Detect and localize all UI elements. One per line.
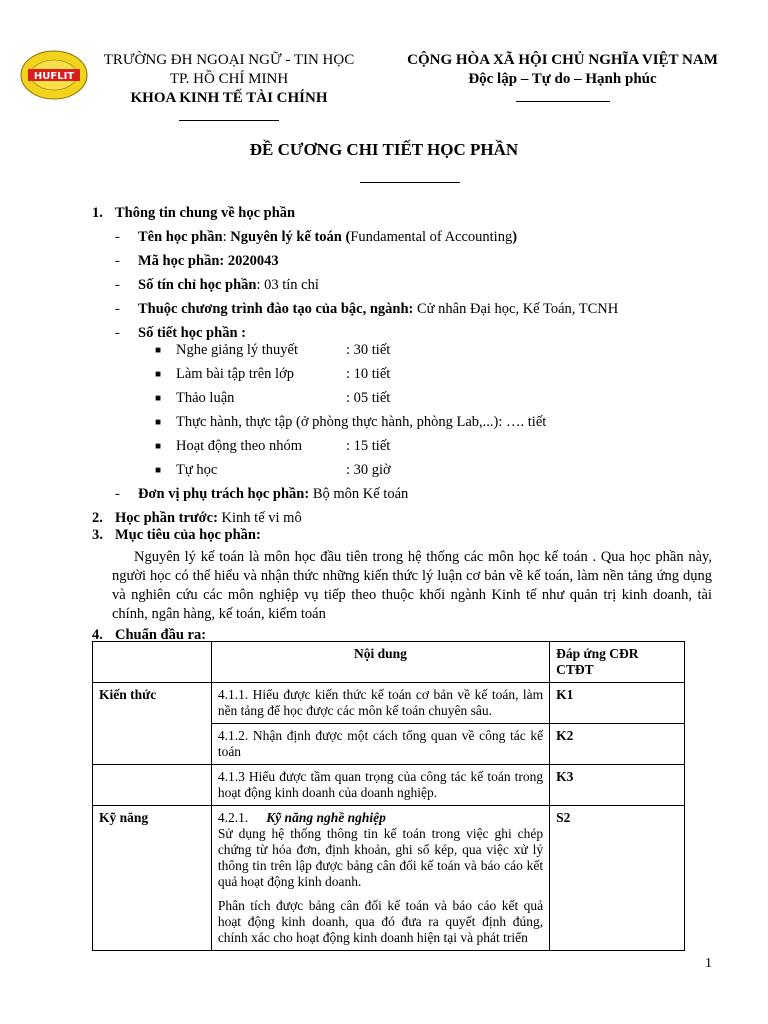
- periods-label: Số tiết học phần :: [138, 325, 246, 341]
- code-cell: S2: [550, 806, 685, 951]
- square-bullet: ■: [155, 441, 162, 452]
- outcomes-label: Chuẩn đầu ra:: [115, 627, 207, 643]
- bullet-dash: -: [115, 486, 120, 502]
- title-underline: [360, 182, 460, 183]
- header-right: [390, 51, 735, 108]
- republic-name: CỘNG HÒA XÃ HỘI CHỦ NGHĨA VIỆT NAM: [407, 52, 718, 68]
- objectives-label: Mục tiêu của học phần:: [115, 527, 261, 543]
- header-cell-empty: [93, 642, 212, 683]
- skill-paragraph-2: Phân tích được bảng cân đối kế toán và báo cáo kết quả hoạt động kinh doanh, qua đó đưa ra quyết định đúng, chính xác cho hoạt động kinh doanh hiện tại và phát triển: [217, 898, 544, 945]
- objectives-text: Nguyên lý kế toán là môn học đầu tiên trong hệ thống các môn học kế toán . Qua học phần này, người học có thể hiểu và nhận thức những kiến thức lý luận cơ bản về kế toán, làm nền tảng ứng dụng và nghiên cứu các môn nghiệp vụ tiếp theo thuộc khối ngành Kinh tế như quản trị kinh doanh, tài chính, ngân hàng, kế toán, kiểm toán: [112, 549, 712, 622]
- code-cell: K2: [550, 724, 685, 765]
- header-left: [88, 51, 370, 127]
- course-code: Mã học phần: 2020043: [138, 253, 279, 269]
- code-cell: K3: [550, 765, 685, 806]
- period-value: : 05 tiết: [346, 390, 391, 406]
- group-cell-knowledge: Kiến thức: [93, 683, 212, 765]
- university-name: TRƯỜNG ĐH NGOẠI NGỮ - TIN HỌC: [103, 52, 355, 68]
- group-cell-empty: [93, 765, 212, 806]
- program-value: Cử nhân Đại học, Kế Toán, TCNH: [413, 301, 619, 317]
- period-name: Làm bài tập trên lớp: [176, 366, 294, 382]
- learning-outcomes-table: [92, 641, 685, 951]
- period-value: : 10 tiết: [346, 366, 391, 382]
- period-value: : 15 tiết: [346, 438, 391, 454]
- objectives-paragraph: [112, 548, 712, 624]
- logo-text: HUFLIT: [33, 71, 75, 82]
- code-cell: K1: [550, 683, 685, 724]
- square-bullet: ■: [155, 465, 162, 476]
- content-cell: 4.1.1. Hiểu được kiến thức kế toán cơ bản về kế toán, làm nền tảng để học được các môn kế toán chuyên sâu.: [211, 683, 549, 724]
- skill-paragraph-1: Sử dụng hệ thống thông tin kế toán trong việc ghi chép chứng từ hóa đơn, định khoản, ghi sổ kép, qua việc xử lý thông tin trên lập được bảng cân đối kế toán và báo cáo kết quả hoạt động kinh doanh.: [217, 826, 544, 889]
- table-header-row: [93, 642, 685, 683]
- bullet-dash: -: [115, 301, 120, 317]
- period-name: Thực hành, thực tập (ở phòng thực hành, phòng Lab,...): …. tiết: [176, 414, 547, 430]
- course-name-en: Fundamental of Accounting: [350, 229, 513, 245]
- skill-title: Kỹ năng nghề nghiệp: [266, 810, 386, 825]
- header-left-underline: [179, 120, 279, 121]
- document-title: ĐỀ CƯƠNG CHI TIẾT HỌC PHẦN: [249, 140, 519, 159]
- period-value: : 30 tiết: [346, 342, 391, 358]
- credits-line: [138, 277, 319, 294]
- period-name: Nghe giảng lý thuyết: [176, 342, 299, 358]
- header-cell-content: Nội dung: [211, 642, 549, 683]
- header-cell-mapping: Đáp ứng CĐR CTĐT: [550, 642, 685, 683]
- page-number: 1: [705, 956, 712, 971]
- course-name-value: Nguyên lý kế toán (: [230, 229, 351, 245]
- section-1-number: 1.: [92, 205, 103, 221]
- university-city: TP. HỒ CHÍ MINH: [169, 71, 289, 87]
- skill-number: 4.2.1.: [217, 810, 249, 825]
- credits-value: : 03 tín chỉ: [256, 277, 319, 293]
- square-bullet: ■: [155, 369, 162, 380]
- table-row: [93, 806, 685, 951]
- department-value: Bộ môn Kế toán: [309, 486, 409, 502]
- program-label: Thuộc chương trình đào tạo của bậc, ngành:: [138, 301, 414, 317]
- department-label: Đơn vị phụ trách học phần:: [138, 486, 310, 502]
- content-cell: 4.1.2. Nhận định được một cách tổng quan về công tác kế toán: [211, 724, 549, 765]
- university-logo: [20, 50, 88, 100]
- course-name-close: ): [512, 229, 518, 245]
- square-bullet: ■: [155, 393, 162, 404]
- content-cell: 4.1.3 Hiểu được tầm quan trọng của công tác kế toán trong hoạt động kinh doanh của doanh nghiệp.: [211, 765, 549, 806]
- section-4-number: 4.: [92, 627, 103, 643]
- section-3-number: 3.: [92, 527, 103, 543]
- prerequisite-label: Học phần trước:: [115, 510, 218, 526]
- group-cell-skills: Kỹ năng: [93, 806, 212, 951]
- period-name: Thảo luận: [176, 390, 235, 406]
- period-value: : 30 giờ: [346, 462, 391, 478]
- square-bullet: ■: [155, 345, 162, 356]
- bullet-dash: -: [115, 325, 120, 341]
- course-name-label: Tên học phần: [138, 229, 223, 245]
- bullet-dash: -: [115, 277, 120, 293]
- square-bullet: ■: [155, 417, 162, 428]
- section-1-heading: Thông tin chung về học phần: [115, 205, 296, 221]
- credits-label: Số tín chỉ học phần: [138, 277, 257, 293]
- national-motto: Độc lập – Tự do – Hạnh phúc: [468, 71, 657, 87]
- section-2-line: [115, 510, 302, 527]
- bullet-dash: -: [115, 229, 120, 245]
- period-name: Tự học: [176, 462, 218, 478]
- program-line: [138, 301, 618, 318]
- period-name: Hoạt động theo nhóm: [176, 438, 303, 454]
- table-row: [93, 683, 685, 724]
- section-2-number: 2.: [92, 510, 103, 526]
- course-name-line: Tên học phần: Nguyên lý kế toán (Fundamental of Accounting): [138, 229, 518, 245]
- content-cell: [211, 806, 549, 951]
- department-line: [138, 486, 408, 503]
- prerequisite-value: Kinh tế vi mô: [217, 510, 302, 526]
- faculty-name: KHOA KINH TẾ TÀI CHÍNH: [130, 90, 328, 106]
- bullet-dash: -: [115, 253, 120, 269]
- header-right-underline: [516, 101, 610, 102]
- table-row: [93, 765, 685, 806]
